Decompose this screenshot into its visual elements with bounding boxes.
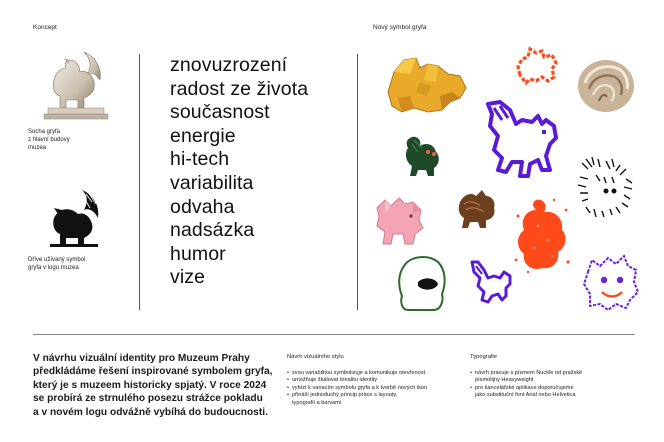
keyword-item: energie bbox=[170, 124, 236, 147]
intro-line: předkládáme řešení inspirované symbolem gryfa, bbox=[33, 366, 273, 378]
visual-style-item: typografií a barvami bbox=[292, 399, 342, 406]
statue-caption-line: z hlavní budovy bbox=[28, 137, 70, 143]
visual-style-item: • umožňuje škálovat tonalitu identity bbox=[287, 377, 457, 384]
visual-style-list bbox=[287, 370, 457, 407]
new-symbol-label: Nový symbol gryfa bbox=[373, 24, 427, 31]
green-griffin-icon bbox=[400, 132, 444, 178]
intro-line: se probírá ze strnulého posezu strážce pokladu bbox=[33, 393, 263, 405]
left-divider bbox=[139, 54, 140, 310]
typography-item: písmolijny Heavyweight bbox=[475, 377, 534, 384]
old-symbol-caption-line: Dříve užívaný symbol bbox=[28, 257, 86, 263]
visual-style-title: Návrh vizuálního stylu bbox=[287, 354, 344, 360]
keyword-item: humor bbox=[170, 242, 226, 265]
purple-outline-griffin-icon bbox=[480, 100, 560, 186]
keyword-list bbox=[170, 54, 308, 290]
typography-item: • návrh pracuje s písmem Nuckle od pražské bbox=[470, 370, 640, 377]
gold-3d-griffin-icon bbox=[380, 52, 470, 116]
purple-face-griffin-icon bbox=[580, 252, 642, 312]
intro-line: a v novém logu odvážně vybíhá do budoucnosti. bbox=[33, 406, 268, 418]
old-griffin-logo-icon bbox=[46, 188, 102, 248]
typography-title: Typografie bbox=[470, 354, 498, 360]
concept-label: Koncept bbox=[33, 24, 57, 31]
beige-3d-griffin-icon bbox=[575, 55, 637, 117]
old-symbol-caption bbox=[28, 256, 85, 272]
statue-caption-line: muzea bbox=[28, 145, 47, 151]
keyword-item: vize bbox=[170, 266, 206, 289]
keyword-item: současnost bbox=[170, 101, 270, 124]
orange-splatter-griffin-icon bbox=[514, 196, 570, 274]
intro-line: V návrhu vizuální identity pro Muzeum Prahy bbox=[33, 353, 250, 364]
keyword-item: odvaha bbox=[170, 195, 235, 218]
intro-line: který je s muzeem historicky spjatý. V roce 2024 bbox=[33, 379, 267, 391]
visual-style-item: • přináší jednoduchý princip práce s layouty, bbox=[287, 392, 457, 399]
keyword-item: variabilita bbox=[170, 171, 254, 194]
scribble-griffin-icon bbox=[576, 155, 636, 221]
keyword-item: hi-tech bbox=[170, 148, 230, 171]
brown-griffin-icon bbox=[456, 186, 498, 230]
keyword-item: radost ze života bbox=[170, 77, 309, 100]
typography-list bbox=[470, 370, 640, 400]
old-symbol-caption-line: gryfa v logu muzea bbox=[28, 265, 79, 271]
bottom-divider bbox=[33, 334, 635, 335]
keyword-item: znovuzrození bbox=[170, 54, 288, 76]
griffin-statue-photo-icon bbox=[40, 50, 112, 122]
right-divider bbox=[357, 54, 358, 310]
typography-item: • pro kancelářské aplikace doporučujeme bbox=[470, 385, 640, 392]
intro-paragraph bbox=[33, 352, 273, 419]
statue-caption bbox=[28, 128, 70, 152]
pink-3d-griffin-icon bbox=[371, 190, 429, 248]
statue-caption-line: Socha gryfa bbox=[28, 129, 61, 135]
visual-style-item: • svou variabilitou symbolizuje a komunikuje otevřenost bbox=[287, 370, 457, 377]
green-outline-ghost-griffin-icon bbox=[394, 252, 450, 314]
visual-style-item: • vybízí k variacím symbolu gryfa a k tvorbě nových ikon bbox=[287, 385, 457, 392]
small-purple-griffin-icon bbox=[466, 258, 516, 304]
keyword-item: nadsázka bbox=[170, 219, 255, 242]
typography-item: jako substituční font Arial nebo Helvetica bbox=[475, 392, 576, 399]
red-outline-griffin-icon bbox=[514, 45, 560, 87]
